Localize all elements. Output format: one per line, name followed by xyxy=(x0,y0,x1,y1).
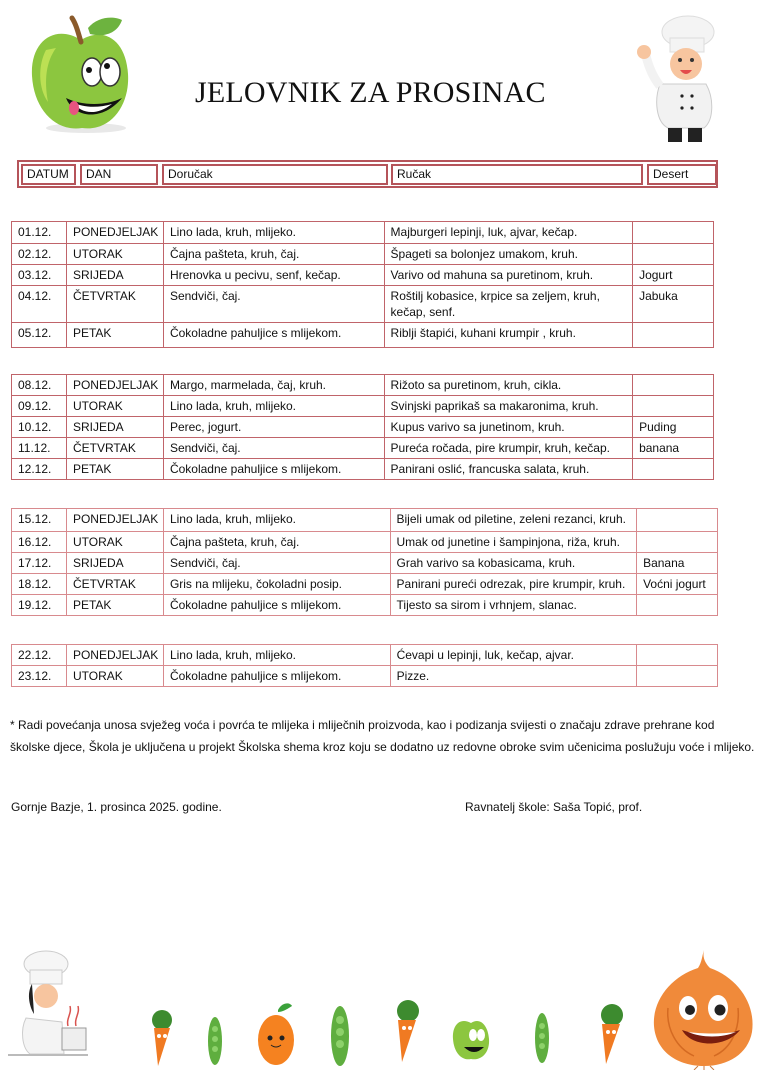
dessert-cell: banana xyxy=(633,438,714,459)
date-cell: 01.12. xyxy=(12,222,67,244)
dessert-cell: Banana xyxy=(637,553,718,574)
breakfast-cell: Čokoladne pahuljice s mlijekom. xyxy=(163,666,390,687)
lunch-cell: Svinjski paprikaš sa makaronima, kruh. xyxy=(384,396,633,417)
day-cell: SRIJEDA xyxy=(66,553,163,574)
table-row xyxy=(12,666,718,687)
date-cell: 16.12. xyxy=(12,532,67,553)
day-cell: SRIJEDA xyxy=(66,265,163,286)
table-row xyxy=(12,375,714,396)
dessert-cell xyxy=(637,645,718,666)
breakfast-cell: Lino lada, kruh, mlijeko. xyxy=(163,222,384,244)
lunch-cell: Roštilj kobasice, krpice sa zeljem, kruh, kečap, senf. xyxy=(384,286,633,323)
day-cell: PONEDJELJAK xyxy=(66,222,163,244)
table-row xyxy=(12,574,718,595)
date-cell: 15.12. xyxy=(12,509,67,532)
dessert-cell xyxy=(637,509,718,532)
day-cell: UTORAK xyxy=(66,666,163,687)
day-cell: PETAK xyxy=(66,323,163,348)
breakfast-cell: Čajna pašteta, kruh, čaj. xyxy=(163,244,384,265)
lunch-cell: Umak od junetine i šampinjona, riža, kruh. xyxy=(390,532,637,553)
table-row xyxy=(12,323,714,348)
date-cell: 23.12. xyxy=(12,666,67,687)
dessert-cell xyxy=(633,375,714,396)
lunch-cell: Kupus varivo sa junetinom, kruh. xyxy=(384,417,633,438)
menu-table-week-3 xyxy=(11,508,718,616)
table-row xyxy=(12,244,714,265)
breakfast-cell: Čokoladne pahuljice s mlijekom. xyxy=(163,459,384,480)
dessert-cell xyxy=(633,222,714,244)
day-cell: PONEDJELJAK xyxy=(66,645,163,666)
header-desert: Desert xyxy=(647,164,717,185)
lunch-cell: Bijeli umak od piletine, zeleni rezanci, kruh. xyxy=(390,509,637,532)
pea-pod-character-icon xyxy=(325,1000,355,1075)
date-cell: 18.12. xyxy=(12,574,67,595)
dessert-cell: Voćni jogurt xyxy=(637,574,718,595)
chef-cooking-icon xyxy=(8,948,88,1063)
date-cell: 05.12. xyxy=(12,323,67,348)
breakfast-cell: Čokoladne pahuljice s mlijekom. xyxy=(163,323,384,348)
breakfast-cell: Margo, marmelada, čaj, kruh. xyxy=(163,375,384,396)
lunch-cell: Varivo od mahuna sa puretinom, kruh. xyxy=(384,265,633,286)
day-cell: UTORAK xyxy=(66,532,163,553)
table-row xyxy=(12,553,718,574)
breakfast-cell: Sendviči, čaj. xyxy=(163,553,390,574)
onion-character-icon xyxy=(648,948,758,1070)
lunch-cell: Tijesto sa sirom i vrhnjem, slanac. xyxy=(390,595,637,616)
lunch-cell: Ćevapi u lepinji, luk, kečap, ajvar. xyxy=(390,645,637,666)
dessert-cell xyxy=(637,532,718,553)
menu-table-week-1 xyxy=(11,221,714,348)
day-cell: ČETVRTAK xyxy=(66,286,163,323)
lunch-cell: Panirani oslić, francuska salata, kruh. xyxy=(384,459,633,480)
breakfast-cell: Lino lada, kruh, mlijeko. xyxy=(163,396,384,417)
table-row xyxy=(12,286,714,323)
date-cell: 22.12. xyxy=(12,645,67,666)
breakfast-cell: Gris na mlijeku, čokoladni posip. xyxy=(163,574,390,595)
date-cell: 04.12. xyxy=(12,286,67,323)
breakfast-cell: Perec, jogurt. xyxy=(163,417,384,438)
breakfast-cell: Čokoladne pahuljice s mlijekom. xyxy=(163,595,390,616)
date-cell: 17.12. xyxy=(12,553,67,574)
table-row xyxy=(12,532,718,553)
breakfast-cell: Hrenovka u pecivu, senf, kečap. xyxy=(163,265,384,286)
carrot-character-icon xyxy=(384,1000,426,1068)
breakfast-cell: Sendviči, čaj. xyxy=(163,438,384,459)
dessert-cell xyxy=(637,595,718,616)
dessert-cell: Jogurt xyxy=(633,265,714,286)
lunch-cell: Grah varivo sa kobasicama, kruh. xyxy=(390,553,637,574)
date-cell: 08.12. xyxy=(12,375,67,396)
principal-signature: Ravnatelj škole: Saša Topić, prof. xyxy=(465,800,643,814)
header-dorucak: Doručak xyxy=(162,164,388,185)
breakfast-cell: Čajna pašteta, kruh, čaj. xyxy=(163,532,390,553)
day-cell: PONEDJELJAK xyxy=(66,375,163,396)
date-cell: 09.12. xyxy=(12,396,67,417)
menu-table-week-4 xyxy=(11,644,718,687)
dessert-cell xyxy=(637,666,718,687)
table-row xyxy=(12,509,718,532)
table-row xyxy=(12,595,718,616)
chef-thumbs-up-icon xyxy=(630,10,722,148)
lunch-cell: Špageti sa bolonjez umakom, kruh. xyxy=(384,244,633,265)
carrot-character-icon xyxy=(140,1010,182,1072)
pea-pod-character-icon xyxy=(530,1008,554,1068)
breakfast-cell: Lino lada, kruh, mlijeko. xyxy=(163,645,390,666)
table-row xyxy=(12,396,714,417)
lunch-cell: Pureća ročada, pire krumpir, kruh, kečap. xyxy=(384,438,633,459)
lunch-cell: Pizze. xyxy=(390,666,637,687)
day-cell: UTORAK xyxy=(66,396,163,417)
lunch-cell: Panirani pureći odrezak, pire krumpir, kruh. xyxy=(390,574,637,595)
dessert-cell: Puding xyxy=(633,417,714,438)
carrot-character-icon xyxy=(588,1004,630,1068)
table-row xyxy=(12,645,718,666)
place-and-date: Gornje Bazje, 1. prosinca 2025. godine. xyxy=(11,800,222,814)
lunch-cell: Majburgeri lepinji, luk, ajvar, kečap. xyxy=(384,222,633,244)
page-title: JELOVNIK ZA PROSINAC xyxy=(195,76,546,109)
date-cell: 12.12. xyxy=(12,459,67,480)
table-row xyxy=(12,459,714,480)
table-row xyxy=(12,417,714,438)
dessert-cell xyxy=(633,244,714,265)
day-cell: ČETVRTAK xyxy=(66,574,163,595)
day-cell: PETAK xyxy=(66,595,163,616)
header-rucak: Ručak xyxy=(391,164,643,185)
dessert-cell xyxy=(633,459,714,480)
breakfast-cell: Lino lada, kruh, mlijeko. xyxy=(163,509,390,532)
date-cell: 19.12. xyxy=(12,595,67,616)
date-cell: 11.12. xyxy=(12,438,67,459)
table-row xyxy=(12,222,714,244)
school-scheme-note: * Radi povećanja unosa svježeg voća i povrća te mlijeka i mliječnih proizvoda, kao i podizanja svijesti o značaju zdrave prehrane kod školske djece, Škola je uključena u projekt Školska shema kroz koju se dodatno uz redovne obroke svim učenicima poslužuju voće i mlijeko. xyxy=(10,718,755,754)
date-cell: 10.12. xyxy=(12,417,67,438)
lunch-cell: Rižoto sa puretinom, kruh, cikla. xyxy=(384,375,633,396)
day-cell: PONEDJELJAK xyxy=(66,509,163,532)
header-datum: DATUM xyxy=(21,164,76,185)
breakfast-cell: Sendviči, čaj. xyxy=(163,286,384,323)
header-dan: DAN xyxy=(80,164,158,185)
lunch-cell: Riblji štapići, kuhani krumpir , kruh. xyxy=(384,323,633,348)
table-row xyxy=(12,438,714,459)
pea-pod-character-icon xyxy=(204,1013,226,1071)
apple-character-icon xyxy=(450,1013,492,1063)
dessert-cell: Jabuka xyxy=(633,286,714,323)
date-cell: 02.12. xyxy=(12,244,67,265)
day-cell: PETAK xyxy=(66,459,163,480)
menu-table-week-2 xyxy=(11,374,714,480)
day-cell: SRIJEDA xyxy=(66,417,163,438)
day-cell: ČETVRTAK xyxy=(66,438,163,459)
apple-character-icon xyxy=(26,10,136,135)
dessert-cell xyxy=(633,323,714,348)
day-cell: UTORAK xyxy=(66,244,163,265)
orange-character-icon xyxy=(256,1000,296,1068)
dessert-cell xyxy=(633,396,714,417)
date-cell: 03.12. xyxy=(12,265,67,286)
table-row xyxy=(12,265,714,286)
